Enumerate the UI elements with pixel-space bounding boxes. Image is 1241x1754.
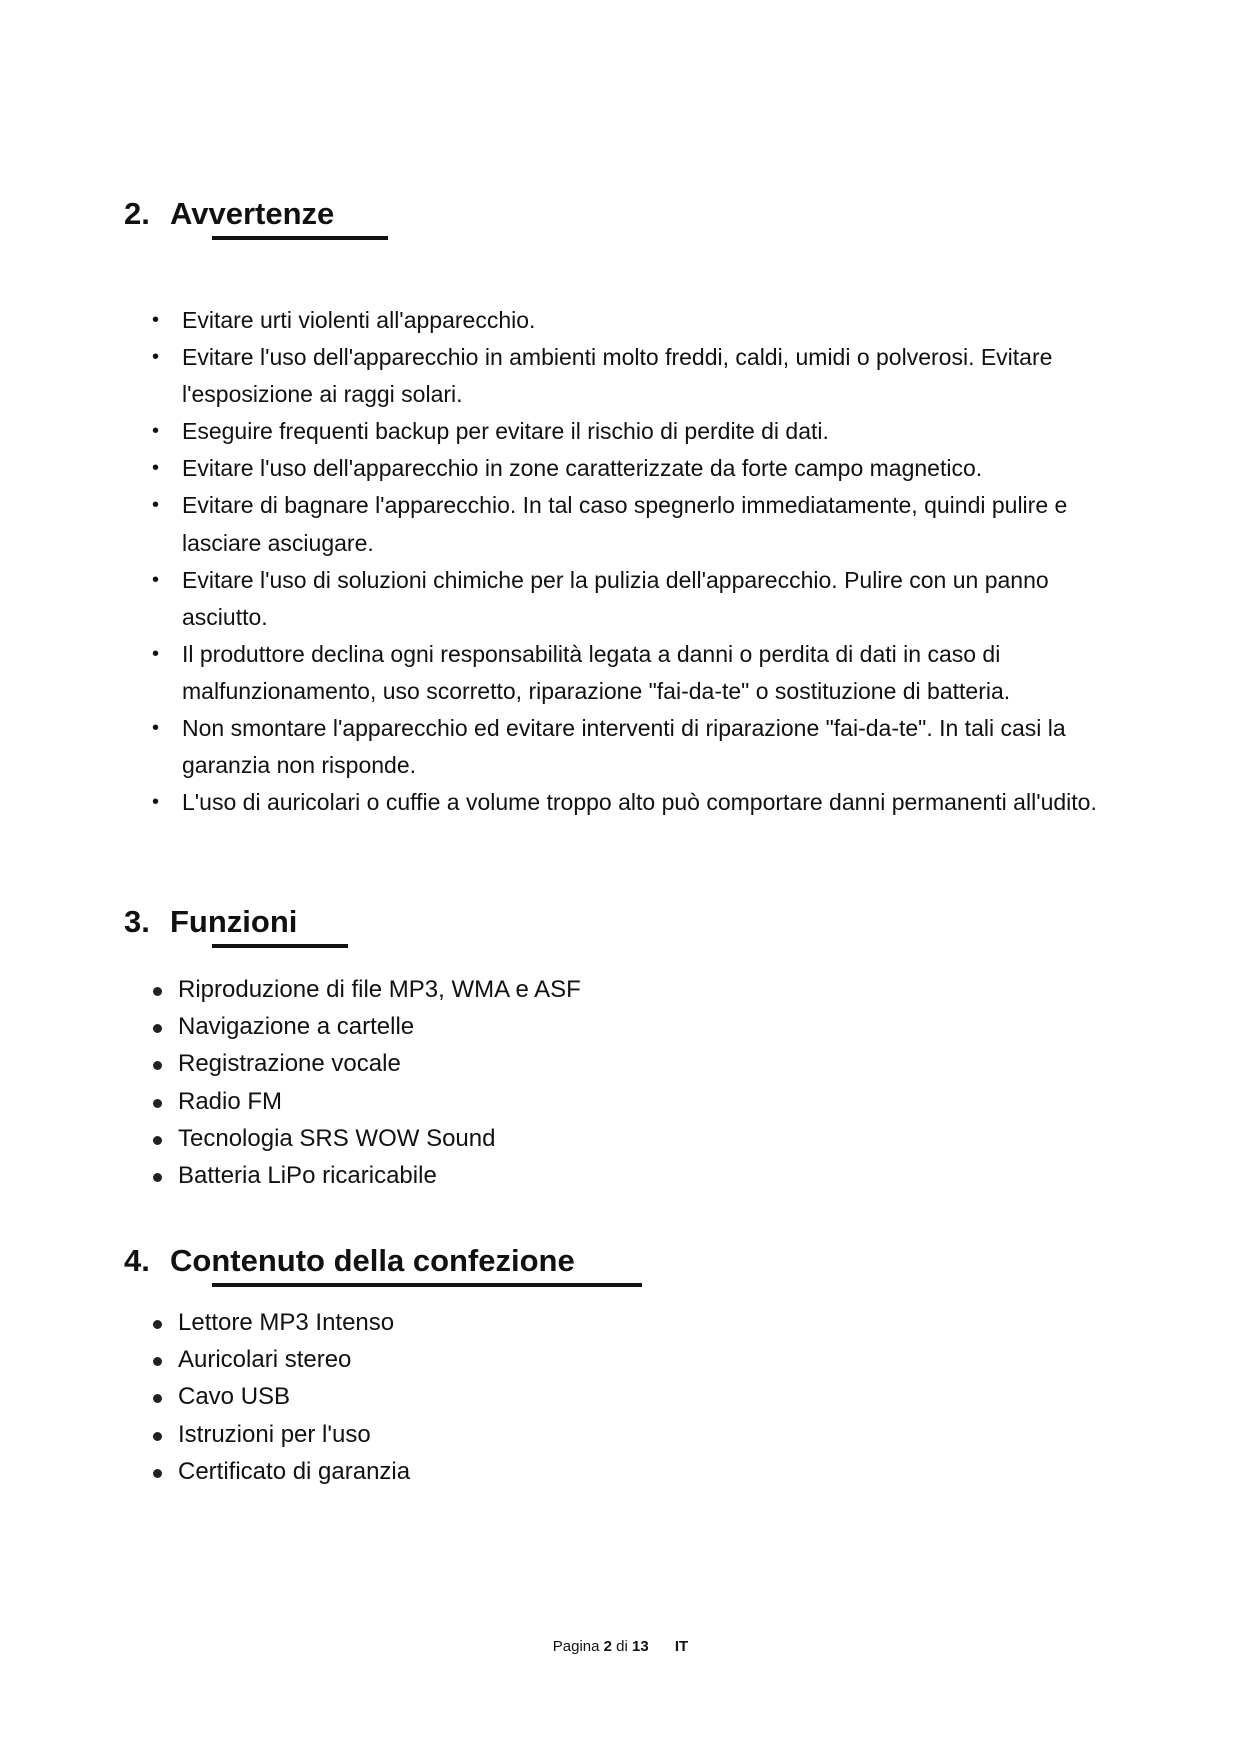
list-item: Radio FM <box>152 1083 581 1120</box>
list-item: Lettore MP3 Intenso <box>152 1304 410 1341</box>
section-number: 4. <box>124 1243 150 1278</box>
list-item: • Evitare urti violenti all'apparecchio. <box>152 302 1112 339</box>
list-item: Certificato di garanzia <box>152 1453 410 1490</box>
contents-list <box>152 1304 410 1490</box>
section-title-contenuto <box>124 1243 575 1279</box>
list-item: Istruzioni per l'uso <box>152 1416 410 1453</box>
title-underline <box>212 1283 642 1287</box>
current-page: 2 <box>603 1638 612 1655</box>
list-item: • Eseguire frequenti backup per evitare il rischio di perdite di dati. <box>152 413 1112 450</box>
functions-list <box>152 971 581 1194</box>
list-item: • Evitare l'uso dell'apparecchio in ambienti molto freddi, caldi, umidi o polverosi. Evitare l'esposizione ai raggi solari. <box>152 339 1112 413</box>
section-title-text: Funzioni <box>170 904 298 939</box>
section-title-text: Contenuto della confezione <box>170 1243 575 1278</box>
page-footer <box>0 1638 1241 1655</box>
of-label: di <box>616 1638 628 1655</box>
list-item: Registrazione vocale <box>152 1045 581 1082</box>
language-code: IT <box>674 1638 689 1655</box>
title-underline <box>212 236 388 240</box>
list-item: Auricolari stereo <box>152 1341 410 1378</box>
section-number: 3. <box>124 904 150 939</box>
section-number: 2. <box>124 196 150 231</box>
list-item: Riproduzione di file MP3, WMA e ASF <box>152 971 581 1008</box>
list-item: • Evitare l'uso dell'apparecchio in zone caratterizzate da forte campo magnetico. <box>152 450 1112 487</box>
title-underline <box>212 944 348 948</box>
list-item: • L'uso di auricolari o cuffie a volume troppo alto può comportare danni permanenti all'udito. <box>152 784 1112 821</box>
list-item: • Non smontare l'apparecchio ed evitare interventi di riparazione "fai-da-te". In tali casi la garanzia non risponde. <box>152 710 1112 784</box>
section-title-funzioni <box>124 904 297 940</box>
list-item: • Evitare di bagnare l'apparecchio. In tal caso spegnerlo immediatamente, quindi pulire e lasciare asciugare. <box>152 487 1112 561</box>
list-item: Batteria LiPo ricaricabile <box>152 1157 581 1194</box>
list-item: Tecnologia SRS WOW Sound <box>152 1120 581 1157</box>
page-label: Pagina <box>552 1638 600 1655</box>
list-item: Navigazione a cartelle <box>152 1008 581 1045</box>
section-title-text: Avvertenze <box>170 196 335 231</box>
list-item: • Evitare l'uso di soluzioni chimiche per la pulizia dell'apparecchio. Pulire con un panno asciutto. <box>152 562 1112 636</box>
warnings-list <box>152 302 1112 821</box>
total-pages: 13 <box>632 1638 649 1655</box>
section-title-avvertenze <box>124 196 334 232</box>
list-item: • Il produttore declina ogni responsabilità legata a danni o perdita di dati in caso di malfunzionamento, uso scorretto, riparazione "fai-da-te" o sostituzione di batteria. <box>152 636 1112 710</box>
list-item: Cavo USB <box>152 1378 410 1415</box>
